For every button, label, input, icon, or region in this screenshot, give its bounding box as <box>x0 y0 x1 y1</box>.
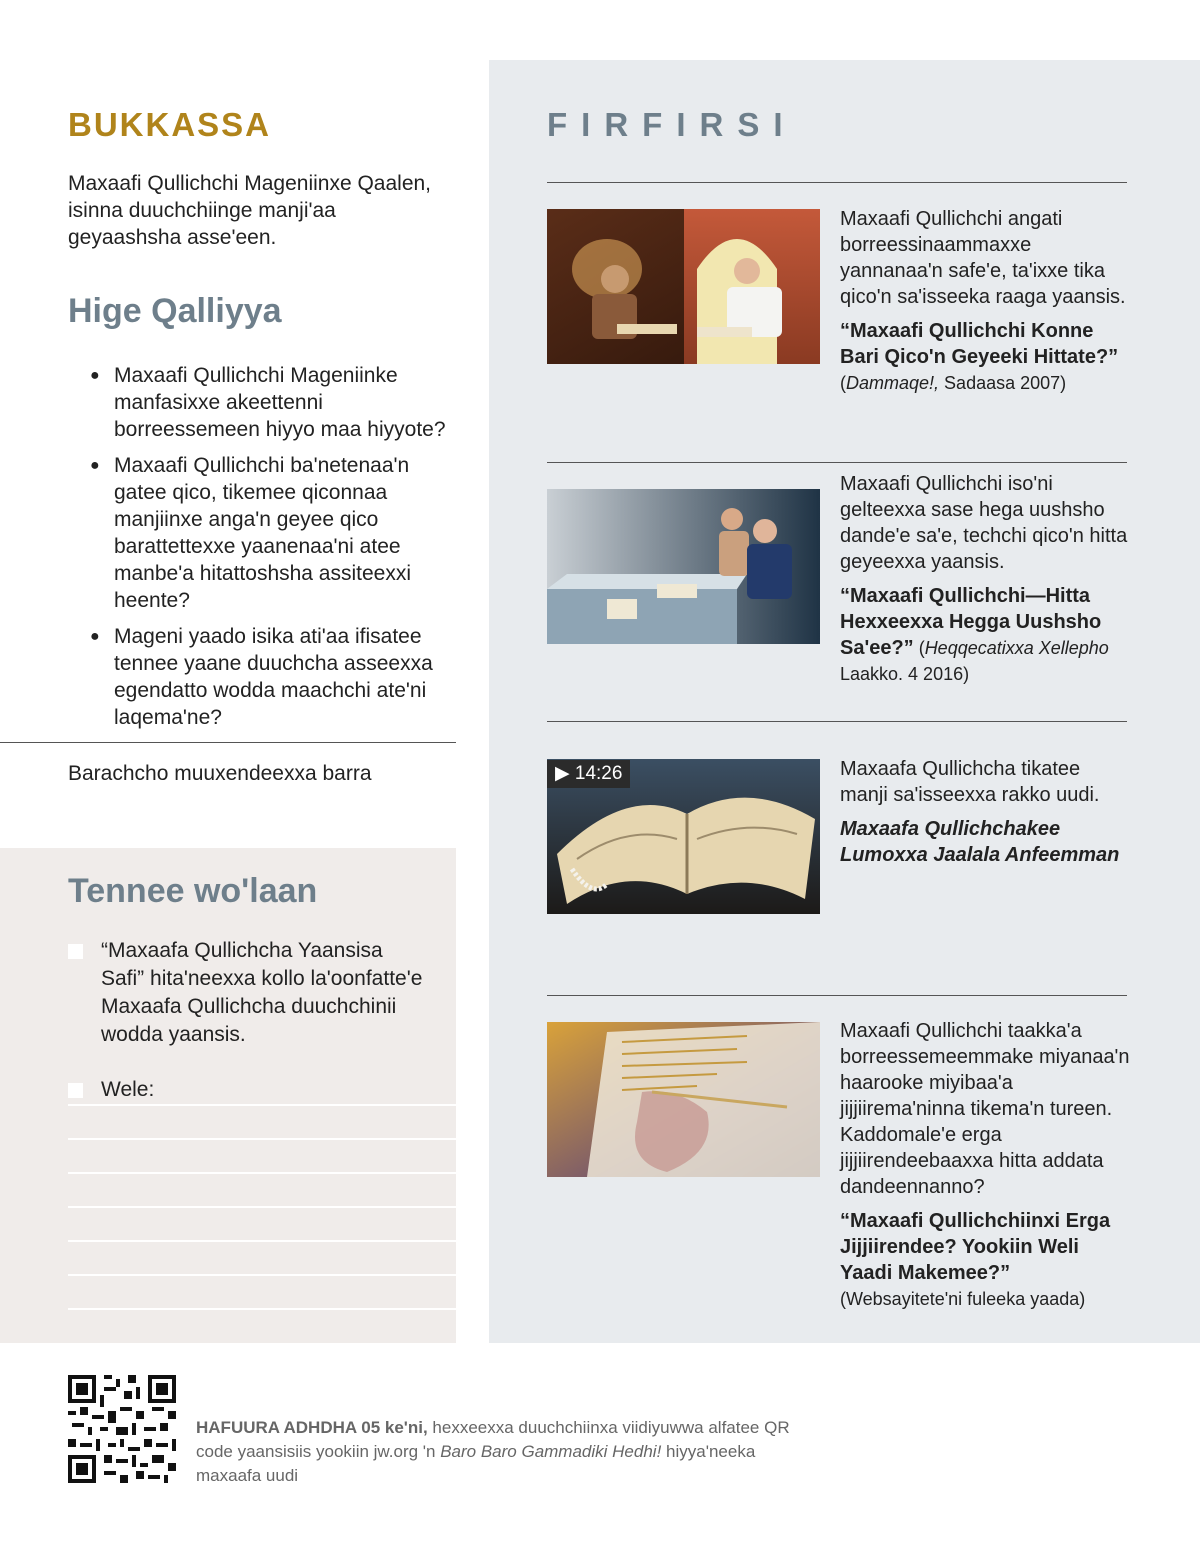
divider <box>547 995 1127 996</box>
article-1-source: (Dammaqe!, Sadaasa 2007) <box>840 373 1067 393</box>
article-1-title[interactable]: “Maxaafi Qullichchi Konne Bari Qico'n Geyeeki Hittate?” <box>840 320 1119 368</box>
writing-line[interactable] <box>68 1138 456 1140</box>
checklist-other-label: Wele: <box>101 1078 155 1101</box>
divider <box>547 462 1127 463</box>
article-4-source: (Websayitete'ni fuleeka yaada) <box>840 1289 1086 1309</box>
article-thumbnail-4[interactable] <box>547 1022 820 1177</box>
footer-note: HAFUURA ADHDHA 05 ke'ni, hexxeexxa duuchchiinxa viidiyuwwa alfatee QR code yaansisiis yookiin jw.org 'n Baro Baro Gammadiki Hedhi! hiyya'neeka maxaafa uudi <box>196 1418 790 1485</box>
divider <box>547 721 1127 722</box>
bullet-icon: ● <box>90 457 100 474</box>
writing-line[interactable] <box>68 1206 456 1208</box>
writing-line[interactable] <box>68 1308 456 1310</box>
study-label: Barachcho muuxendeexxa barra <box>68 762 372 785</box>
divider <box>547 182 1127 183</box>
goal-heading: Tennee wo'laan <box>68 872 318 910</box>
question-item: ● Maxaafi Qullichchi Mageniinke manfasixxe akeettenni borreessemeen hiyyo maa hiyyote? <box>90 364 446 441</box>
checkbox[interactable] <box>68 944 83 959</box>
question-item: ● Maxaafi Qullichchi ba'netenaa'n gatee qico, tikemee qiconnaa manjiinxe anga'n geyee qico barattettexxe yaanenaa'ni atee manbe'a hitattoshsha assiteexxi heente? <box>90 454 412 612</box>
bullet-icon: ● <box>90 367 100 384</box>
section-heading-bukkassa: BUKKASSA <box>68 106 272 143</box>
checklist-item-text: “Maxaafa Qullichcha Yaansisa Safi” hita'neexxa kollo la'oonfatte'e Maxaafa Qullichcha duuchchinii wodda yaansis. <box>101 939 423 1046</box>
section-heading-firfirsi: FIRFIRSI <box>547 106 797 143</box>
writing-line[interactable] <box>68 1274 456 1276</box>
video-title[interactable]: Maxaafa Qullichchakee Lumoxxa Jaalala Anfeemman <box>840 818 1120 866</box>
article-1-description: Maxaafi Qullichchi angati borreessinaammaxxe yannanaa'n safe'e, ta'ixxe tika qico'n sa'isseeka raaga yaansis. “Maxaafi Qullichchi Konne Bari Qico'n Geyeeki Hittate?” (Dammaqe!, Sadaasa 2007) <box>840 208 1126 393</box>
checkbox-other[interactable] <box>68 1083 83 1098</box>
video-description: Maxaafa Qullichcha tikatee manji sa'isseexxa rakko uudi. Maxaafa Qullichchakee Lumoxxa Jaalala Anfeemman <box>840 758 1120 866</box>
writing-line[interactable] <box>68 1240 456 1242</box>
article-4-title[interactable]: “Maxaafi Qullichchiinxi Erga Jijjiirendee? Yookiin Weli Yaadi Makemee?” <box>840 1210 1111 1284</box>
questions-heading: Hige Qalliyya <box>68 292 282 330</box>
article-2-source: (Heqqecatixxa Xellepho Laakko. 4 2016) <box>840 638 1109 684</box>
article-thumbnail-2[interactable] <box>547 489 820 644</box>
article-4-description: Maxaafi Qullichchi taakka'a borreessemeemmake miyanaa'n haarooke miyibaa'a jijjiirema'ninna tikema'n tureen. Kaddomale'e erga jijjiirendeebaaxxa hitta addata dandeennanno? “Maxaafi Qullichchiinxi Erga Jijjiirendee? Yookiin Weli Yaadi Makemee?” (Websayitete'ni fuleeka yaada) <box>840 1020 1130 1309</box>
bullet-icon: ● <box>90 628 100 645</box>
article-2-title[interactable]: “Maxaafi Qullichchi—Hitta Hexxeexxa Hegga Uushsho Sa'ee?” <box>840 585 1102 659</box>
article-2-description: Maxaafi Qullichchi iso'ni gelteexxa sase hega uushsho dande'e sa'e, techchi qico'n hitta geyeexxa yaansis. “Maxaafi Qullichchi—Hitta Hexxeexxa Hegga Uushsho Sa'ee?” (Heqqecatixxa Xellepho Laakko. 4 2016) <box>840 473 1128 684</box>
article-thumbnail-1[interactable] <box>547 209 820 364</box>
qr-code[interactable] <box>68 1375 176 1483</box>
divider <box>0 742 456 743</box>
question-item: ● Mageni yaado isika ati'aa ifisatee tennee yaane duuchcha asseexxa egendatto wodda maachchi ate'ni laqema'ne? <box>90 625 433 729</box>
intro-paragraph: Maxaafi Qullichchi Mageniinxe Qaalen, isinna duuchchiinge manji'aa geyaashsha asse'een. <box>68 172 432 249</box>
questions-list <box>90 362 460 740</box>
writing-line[interactable] <box>68 1104 456 1106</box>
writing-line[interactable] <box>68 1172 456 1174</box>
video-duration-badge: ▶ 14:26 <box>547 760 630 788</box>
